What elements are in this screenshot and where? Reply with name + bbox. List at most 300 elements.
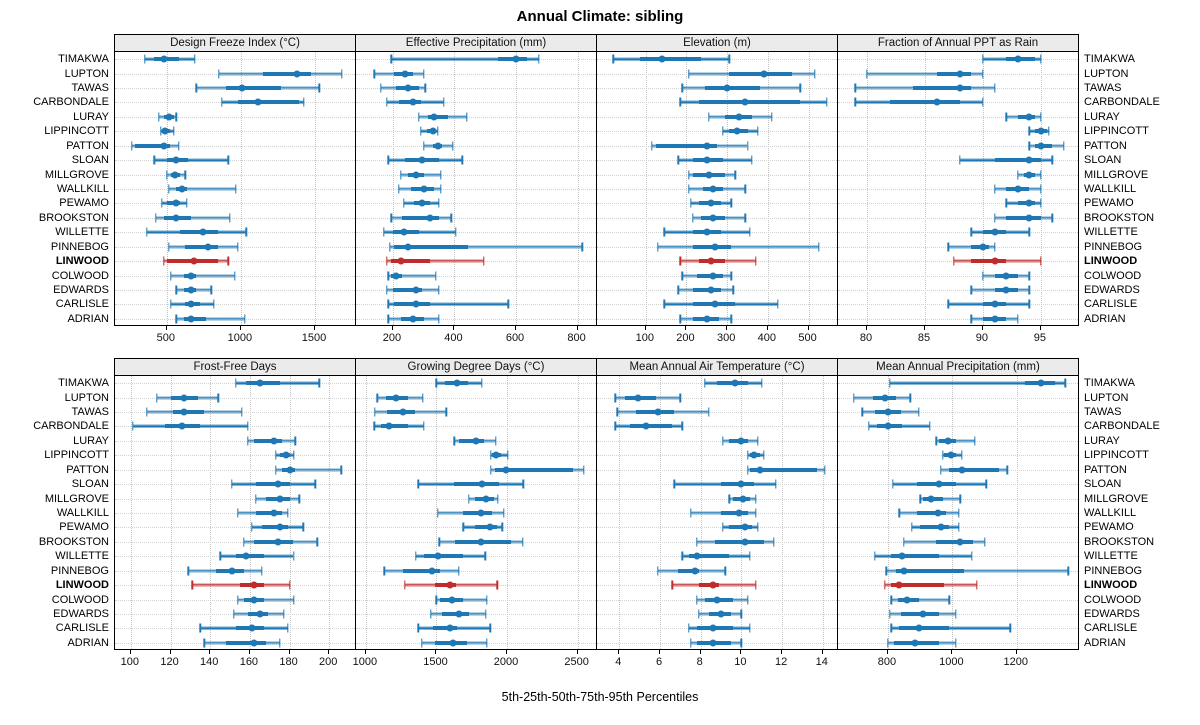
row-label-carlisle: CARLISLE [1084, 622, 1138, 635]
whisker-cap [947, 300, 948, 309]
median-dot [642, 423, 649, 430]
whisker-cap [824, 465, 825, 474]
axis-tick [130, 650, 131, 654]
whisker-cap [234, 271, 235, 280]
row-label-lippincott: LIPPINCOTT [44, 125, 109, 138]
axis-tick [685, 326, 686, 330]
panel-title-design-freeze-index-c: Design Freeze Index (°C) [114, 34, 356, 52]
row-label-brookston: BROOKSTON [1084, 211, 1155, 224]
whisker-cap [818, 242, 819, 251]
whisker-cap [415, 552, 416, 561]
median-dot [1037, 128, 1044, 135]
plot-area-elevation-m [596, 52, 838, 326]
plot-area-fraction-of-annual-ppt-as-rain [837, 52, 1079, 326]
whisker-cap [489, 624, 490, 633]
whisker-cap [757, 127, 758, 136]
whisker-cap [773, 537, 774, 546]
median-dot [173, 214, 180, 221]
row-labels-right-bottom [1079, 358, 1193, 676]
whisker-cap [386, 98, 387, 107]
median-dot [250, 596, 257, 603]
whisker-cap [1040, 257, 1041, 266]
axis-tick [1040, 326, 1041, 330]
row-label-colwood: COLWOOD [1084, 269, 1142, 282]
median-dot [901, 567, 908, 574]
iqr-band-25-75 [226, 641, 266, 645]
whisker-cap [404, 581, 405, 590]
whisker-cap [704, 379, 705, 388]
median-dot [434, 142, 441, 149]
whisker-cap [708, 112, 709, 121]
panel-elevation-m [596, 34, 838, 352]
whisker-cap [581, 242, 582, 251]
axis-tick [767, 326, 768, 330]
gridline [838, 117, 1078, 118]
median-dot [711, 243, 718, 250]
median-dot [449, 639, 456, 646]
whisker-cap [698, 609, 699, 618]
whisker-cap [501, 523, 502, 532]
median-dot [705, 171, 712, 178]
whisker-cap [168, 242, 169, 251]
whisker-cap [755, 494, 756, 503]
whisker-cap [303, 523, 304, 532]
whisker-cap [446, 408, 447, 417]
axis-tick [166, 326, 167, 330]
whisker-cap [485, 609, 486, 618]
whisker-cap [886, 566, 887, 575]
whisker-cap [1052, 213, 1053, 222]
median-dot [276, 524, 283, 531]
row-label-colwood: COLWOOD [51, 269, 109, 282]
whisker-cap [275, 451, 276, 460]
whisker-cap [423, 141, 424, 150]
row-label-wallkill: WALLKILL [1084, 507, 1137, 519]
iqr-band-25-75 [454, 482, 498, 486]
median-dot [934, 510, 941, 517]
axis-tick-label: 300 [716, 332, 736, 344]
whisker-cap [1040, 199, 1041, 208]
row-label-lippincott: LIPPINCOTT [1084, 125, 1149, 138]
whisker-cap [229, 213, 230, 222]
whisker-cap [144, 55, 145, 64]
row-label-carbondale: CARBONDALE [33, 420, 109, 433]
whisker-cap [855, 98, 856, 107]
whisker-cap [615, 393, 616, 402]
gridline [356, 117, 596, 118]
whisker-cap [418, 112, 419, 121]
whisker-cap [389, 242, 390, 251]
gridline [115, 600, 355, 601]
whisker-line [154, 159, 228, 160]
gridline [838, 232, 1078, 233]
gridline [356, 189, 596, 190]
whisker-cap [982, 69, 983, 78]
whisker-cap [994, 185, 995, 194]
median-dot [709, 272, 716, 279]
axis-tick-label: 4 [615, 656, 622, 668]
panel-fraction-of-annual-ppt-as-rain [837, 34, 1079, 352]
row-label-edwards: EDWARDS [53, 283, 109, 296]
whisker-cap [615, 422, 616, 431]
axis-tick [435, 650, 436, 654]
whisker-cap [245, 228, 246, 237]
median-dot [166, 113, 173, 120]
whisker-cap [617, 408, 618, 417]
panel-title-frost-free-days: Frost-Free Days [114, 358, 356, 376]
whisker-cap [374, 422, 375, 431]
whisker-cap [866, 69, 867, 78]
axis-tick-label: 2500 [564, 656, 589, 668]
axis-tick-label: 500 [156, 332, 176, 344]
whisker-cap [749, 624, 750, 633]
whisker-cap [985, 480, 986, 489]
whisker-cap [1040, 112, 1041, 121]
whisker-cap [1040, 170, 1041, 179]
median-dot [904, 596, 911, 603]
gridline [115, 441, 355, 442]
whisker-cap [218, 69, 219, 78]
axis-tick [328, 650, 329, 654]
axis-tick [453, 326, 454, 330]
whisker-cap [755, 257, 756, 266]
axis-tick [822, 650, 823, 654]
median-dot [477, 510, 484, 517]
median-dot [482, 495, 489, 502]
median-dot [276, 495, 283, 502]
axis-tick [577, 650, 578, 654]
median-dot [703, 315, 710, 322]
whisker-cap [971, 228, 972, 237]
median-dot [750, 452, 757, 459]
row-label-willette: WILLETTE [1084, 226, 1138, 239]
median-dot [181, 394, 188, 401]
row-label-patton: PATTON [66, 463, 109, 476]
row-label-linwood: LINWOOD [1084, 255, 1138, 268]
whisker-cap [942, 451, 943, 460]
panel-title-effective-precipitation-mm: Effective Precipitation (mm) [355, 34, 597, 52]
median-dot [188, 301, 195, 308]
gridline [115, 542, 355, 543]
whisker-cap [1048, 127, 1049, 136]
median-dot [742, 99, 749, 106]
whisker-cap [400, 170, 401, 179]
median-dot [691, 567, 698, 574]
axis-tick-label: 500 [798, 332, 817, 344]
whisker-cap [508, 300, 509, 309]
median-dot [256, 380, 263, 387]
axis-tick-label: 600 [505, 332, 525, 344]
whisker-cap [438, 314, 439, 323]
row-label-linwood: LINWOOD [55, 255, 109, 268]
median-dot [477, 538, 484, 545]
row-label-sloan: SLOAN [71, 154, 109, 167]
whisker-cap [484, 552, 485, 561]
whisker-cap [176, 314, 177, 323]
whisker-cap [374, 408, 375, 417]
whisker-cap [293, 451, 294, 460]
whisker-cap [955, 609, 956, 618]
whisker-cap [960, 494, 961, 503]
gridline [115, 160, 355, 161]
row-label-pinnebog: PINNEBOG [50, 240, 109, 253]
median-dot [899, 553, 906, 560]
whisker-cap [984, 537, 985, 546]
whisker-cap [463, 523, 464, 532]
whisker-cap [729, 494, 730, 503]
axis-tick [781, 650, 782, 654]
whisker-cap [757, 523, 758, 532]
median-dot [724, 85, 731, 92]
median-dot [162, 128, 169, 135]
x-axis-design-freeze-index-c [114, 326, 356, 352]
median-dot [431, 113, 438, 120]
axis-tick [866, 326, 867, 330]
axis-tick-label: 1000 [227, 332, 253, 344]
whisker-cap [755, 509, 756, 518]
whisker-cap [376, 393, 377, 402]
whisker-cap [959, 156, 960, 165]
median-dot [1003, 272, 1010, 279]
whisker-cap [747, 465, 748, 474]
row-label-adrian: ADRIAN [1084, 636, 1126, 649]
whisker-cap [1017, 314, 1018, 323]
whisker-cap [458, 566, 459, 575]
whisker-cap [976, 581, 977, 590]
whisker-cap [388, 314, 389, 323]
panel-frost-free-days [114, 358, 356, 676]
axis-tick [924, 326, 925, 330]
row-label-tawas: TAWAS [1084, 82, 1122, 95]
axis-tick [209, 650, 210, 654]
whisker-cap [747, 141, 748, 150]
median-dot [397, 258, 404, 265]
median-dot [936, 481, 943, 488]
gridline [356, 175, 596, 176]
gridline [838, 59, 1078, 60]
whisker-cap [423, 69, 424, 78]
whisker-cap [228, 156, 229, 165]
whisker-cap [439, 537, 440, 546]
whisker-cap [155, 213, 156, 222]
whisker-cap [961, 451, 962, 460]
axis-tick [365, 650, 366, 654]
whisker-cap [319, 379, 320, 388]
median-dot [1026, 171, 1033, 178]
whisker-cap [132, 422, 133, 431]
x-axis-mean-annual-precipitation-mm [837, 650, 1079, 676]
whisker-cap [486, 638, 487, 647]
iqr-band-25-75 [917, 511, 946, 515]
axis-tick [951, 650, 952, 654]
median-dot [172, 200, 179, 207]
whisker-cap [461, 156, 462, 165]
panel-title-growing-degree-days-c: Growing Degree Days (°C) [355, 358, 597, 376]
whisker-cap [188, 566, 189, 575]
row-label-sloan: SLOAN [71, 478, 109, 491]
whisker-cap [722, 436, 723, 445]
iqr-band-25-75 [899, 626, 949, 630]
panel-mean-annual-precipitation-mm [837, 358, 1079, 676]
row-label-patton: PATTON [66, 139, 109, 152]
whisker-cap [196, 84, 197, 93]
row-label-brookston: BROOKSTON [38, 211, 109, 224]
panel-title-mean-annual-air-temperature-c: Mean Annual Air Temperature (°C) [596, 358, 838, 376]
whisker-cap [176, 112, 177, 121]
row-label-edwards: EDWARDS [1084, 607, 1140, 620]
whisker-cap [1040, 185, 1041, 194]
median-dot [915, 625, 922, 632]
whisker-cap [386, 285, 387, 294]
row-label-millgrove: MILLGROVE [1084, 492, 1149, 505]
whisker-cap [861, 408, 862, 417]
whisker-cap [237, 595, 238, 604]
whisker-cap [1005, 199, 1006, 208]
whisker-cap [289, 581, 290, 590]
gridline [838, 600, 1078, 601]
whisker-cap [747, 451, 748, 460]
whisker-cap [722, 127, 723, 136]
whisker-cap [221, 98, 222, 107]
whisker-cap [391, 213, 392, 222]
whisker-cap [430, 609, 431, 618]
whisker-cap [688, 69, 689, 78]
row-label-wallkill: WALLKILL [56, 507, 109, 519]
row-label-luray: LURAY [73, 110, 109, 123]
median-dot [709, 582, 716, 589]
iqr-band-25-75 [995, 158, 1041, 162]
row-label-lippincott: LIPPINCOTT [44, 449, 109, 462]
whisker-cap [192, 581, 193, 590]
iqr-band-25-75 [263, 72, 310, 76]
whisker-cap [186, 199, 187, 208]
whisker-cap [244, 314, 245, 323]
median-dot [434, 553, 441, 560]
axis-tick-label: 2000 [493, 656, 519, 668]
row-label-sloan: SLOAN [1084, 478, 1122, 491]
median-dot [428, 567, 435, 574]
plot-area-mean-annual-precipitation-mm [837, 376, 1079, 650]
whisker-cap [200, 624, 201, 633]
whisker-cap [745, 213, 746, 222]
median-dot [453, 380, 460, 387]
whisker-cap [708, 408, 709, 417]
row-label-timakwa: TIMAKWA [58, 53, 109, 66]
iqr-band-25-75 [256, 511, 282, 515]
axis-tick [659, 650, 660, 654]
whisker-cap [733, 285, 734, 294]
whisker-cap [958, 509, 959, 518]
whisker-cap [217, 393, 218, 402]
axis-tick [887, 650, 888, 654]
whisker-cap [287, 624, 288, 633]
whisker-cap [690, 638, 691, 647]
median-dot [991, 315, 998, 322]
axis-tick [289, 650, 290, 654]
whisker-cap [455, 228, 456, 237]
whisker-cap [255, 494, 256, 503]
iqr-band-25-75 [937, 72, 972, 76]
axis-tick [240, 326, 241, 330]
row-label-carlisle: CARLISLE [1084, 298, 1138, 311]
axis-tick [506, 650, 507, 654]
row-label-linwood: LINWOOD [55, 579, 109, 592]
axis-tick-label: 400 [757, 332, 777, 344]
x-axis-frost-free-days [114, 650, 356, 676]
whisker-cap [1017, 170, 1018, 179]
whisker-cap [438, 199, 439, 208]
whisker-cap [341, 69, 342, 78]
row-label-pewamo: PEWAMO [1084, 197, 1134, 210]
iqr-band-25-75 [238, 100, 299, 104]
whisker-cap [453, 436, 454, 445]
whisker-cap [868, 422, 869, 431]
row-label-timakwa: TIMAKWA [58, 377, 109, 390]
axis-tick [1016, 650, 1017, 654]
gridline [115, 203, 355, 204]
row-label-carlisle: CARLISLE [55, 298, 109, 311]
whisker-cap [299, 494, 300, 503]
whisker-cap [388, 156, 389, 165]
whisker-cap [910, 393, 911, 402]
whisker-cap [317, 537, 318, 546]
median-dot [409, 315, 416, 322]
whisker-cap [741, 638, 742, 647]
gridline [597, 499, 837, 500]
median-dot [502, 466, 509, 473]
plot-area-frost-free-days [114, 376, 356, 650]
axis-tick-label: 200 [319, 656, 338, 668]
whisker-cap [751, 156, 752, 165]
whisker-cap [303, 98, 304, 107]
iqr-band-25-75 [236, 554, 264, 558]
axis-tick [392, 326, 393, 330]
x-axis-mean-annual-air-temperature-c [596, 650, 838, 676]
median-dot [426, 214, 433, 221]
whisker-cap [741, 609, 742, 618]
whisker-cap [440, 185, 441, 194]
median-dot [492, 452, 499, 459]
whisker-cap [483, 257, 484, 266]
whisker-cap [982, 98, 983, 107]
whisker-cap [496, 581, 497, 590]
axis-tick [170, 650, 171, 654]
row-label-lupton: LUPTON [64, 67, 109, 80]
gridline [115, 527, 355, 528]
whisker-cap [384, 566, 385, 575]
median-dot [190, 258, 197, 265]
whisker-cap [994, 242, 995, 251]
whisker-cap [1052, 156, 1053, 165]
axis-tick-label: 12 [774, 656, 788, 668]
whisker-cap [495, 436, 496, 445]
iqr-band-25-75 [920, 525, 949, 529]
median-dot [742, 538, 749, 545]
row-label-pinnebog: PINNEBOG [1084, 564, 1143, 577]
iqr-band-25-75 [949, 468, 999, 472]
whisker-cap [440, 170, 441, 179]
whisker-cap [724, 566, 725, 575]
axis-tick [726, 326, 727, 330]
median-dot [703, 142, 710, 149]
whisker-cap [890, 595, 891, 604]
axis-tick [645, 326, 646, 330]
median-dot [912, 639, 919, 646]
axis-tick [618, 650, 619, 654]
gridline [597, 131, 837, 132]
iqr-band-25-75 [630, 424, 673, 428]
whisker-cap [403, 199, 404, 208]
